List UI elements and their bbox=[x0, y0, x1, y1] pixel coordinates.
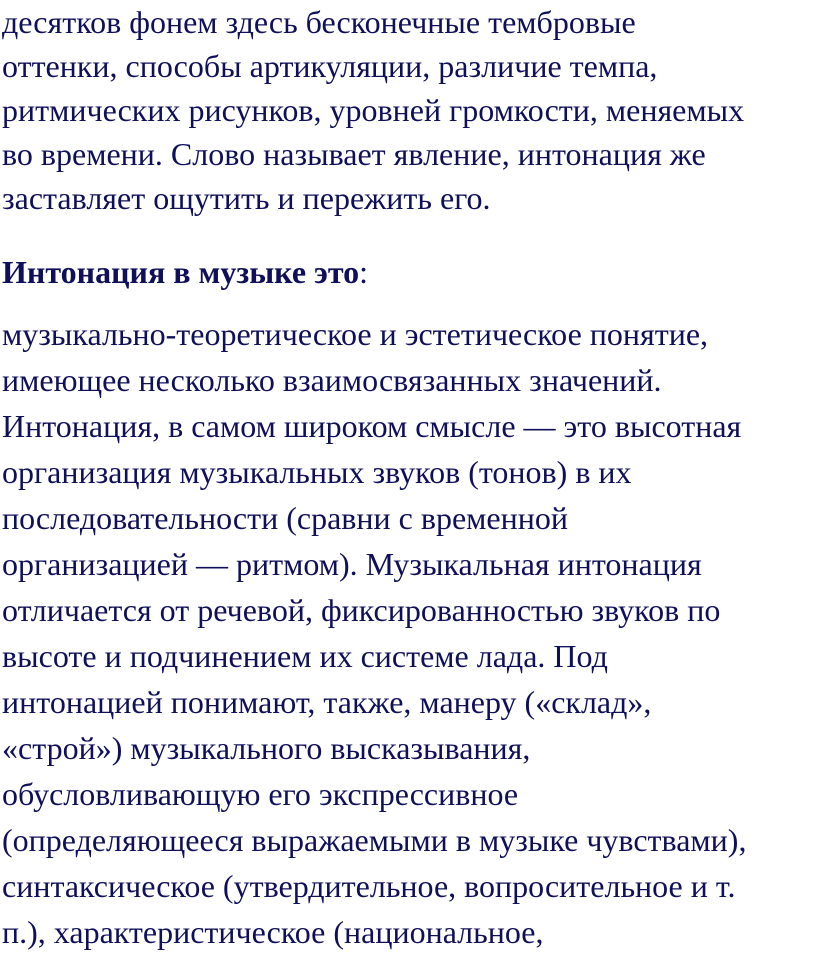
body-line: «строй») музыкального высказывания, bbox=[2, 730, 531, 766]
body-line: п.), характеристическое (национальное, bbox=[2, 914, 544, 950]
intro-line: заставляет ощутить и пережить его. bbox=[2, 180, 491, 216]
body-line: музыкально-теоретическое и эстетическое понятие, bbox=[2, 316, 709, 352]
intro-line: оттенки, способы артикуляции, различие темпа, bbox=[2, 48, 658, 84]
section-heading-colon: : bbox=[359, 254, 369, 290]
body-line: организация музыкальных звуков (тонов) в их bbox=[2, 454, 632, 490]
body-line: синтаксическое (утвердительное, вопросительное и т. bbox=[2, 868, 736, 904]
intro-line: ритмических рисунков, уровней громкости, меняемых bbox=[2, 92, 745, 128]
body-line: обусловливающую его экспрессивное bbox=[2, 776, 519, 812]
body-line: (определяющееся выражаемыми в музыке чувствами), bbox=[2, 822, 747, 858]
body-line: интонацией понимают, также, манеру («склад», bbox=[2, 684, 652, 720]
intro-line: во времени. Слово называет явление, интонация же bbox=[2, 136, 706, 172]
body-line: высоте и подчинением их системе лада. Под bbox=[2, 638, 608, 674]
section-heading-bold: Интонация в музыке это bbox=[2, 254, 360, 290]
body-line: отличается от речевой, фиксированностью звуков по bbox=[2, 592, 721, 628]
body-line: имеющее несколько взаимосвязанных значений. bbox=[2, 362, 662, 398]
intro-line: десятков фонем здесь бесконечные тембровые bbox=[2, 4, 636, 40]
body-line: последовательности (сравни с временной bbox=[2, 500, 568, 536]
body-line: Интонация, в самом широком смысле — это высотная bbox=[2, 408, 742, 444]
body-line: организацией — ритмом). Музыкальная интонация bbox=[2, 546, 702, 582]
section-heading bbox=[2, 256, 368, 288]
